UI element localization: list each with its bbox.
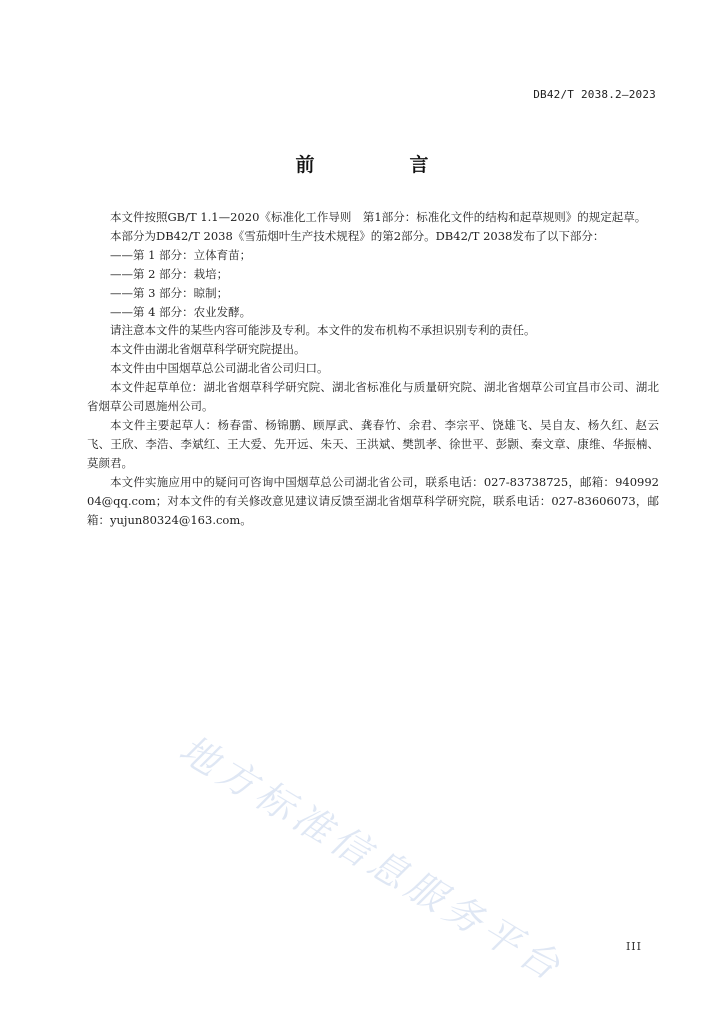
watermark: 地方标准信息服务平台	[171, 726, 572, 991]
foreword-body	[87, 208, 659, 529]
paragraph-proposer: 本文件由湖北省烟草科学研究院提出。	[110, 342, 306, 357]
list-item-part-1: ——第 1 部分：立体育苗；	[110, 247, 252, 262]
paragraph-administrator: 本文件由中国烟草总公司湖北省公司归口。	[110, 361, 329, 376]
list-item-part-2: ——第 2 部分：栽培；	[110, 266, 229, 281]
paragraph-patent-notice: 请注意本文件的某些内容可能涉及专利。本文件的发布机构不承担识别专利的责任。	[110, 323, 536, 338]
document-code: DB42/T 2038.2—2023	[533, 88, 656, 101]
paragraph-drafting-units: 本文件起草单位：湖北省烟草科学研究院、湖北省标准化与质量研究院、湖北省烟草公司宜昌市公司、湖北省烟草公司恩施州公司。	[87, 380, 659, 414]
paragraph-contact: 本文件实施应用中的疑问可咨询中国烟草总公司湖北省公司，联系电话：027-83738725，邮箱：94099204@qq.com；对本文件的有关修改意见建议请反馈至湖北省烟草科学研究院，联系电话：027-83606073，邮箱：yujun80324@163.com。	[87, 474, 659, 527]
page-title: 前 言	[295, 154, 467, 176]
list-item-part-3: ——第 3 部分：晾制；	[110, 285, 229, 300]
list-item-part-4: ——第 4 部分：农业发酵。	[110, 304, 252, 319]
paragraph-drafters: 本文件主要起草人：杨春雷、杨锦鹏、顾厚武、龚春竹、余君、李宗平、饶雄飞、吴自友、杨久红、赵云飞、王欣、李浩、李斌红、王大爱、先开远、朱天、王洪斌、樊凯孝、徐世平、彭颢、秦文章、康维、华振楠、莫颜君。	[87, 417, 659, 470]
page-number: III	[625, 940, 642, 953]
paragraph-drafting-rules: 本文件按照GB/T 1.1—2020《标准化工作导则 第1部分：标准化文件的结构和起草规则》的规定起草。	[110, 210, 647, 224]
paragraph-part-overview: 本部分为DB42/T 2038《雪茄烟叶生产技术规程》的第2部分。DB42/T 2038发布了以下部分：	[110, 228, 605, 243]
